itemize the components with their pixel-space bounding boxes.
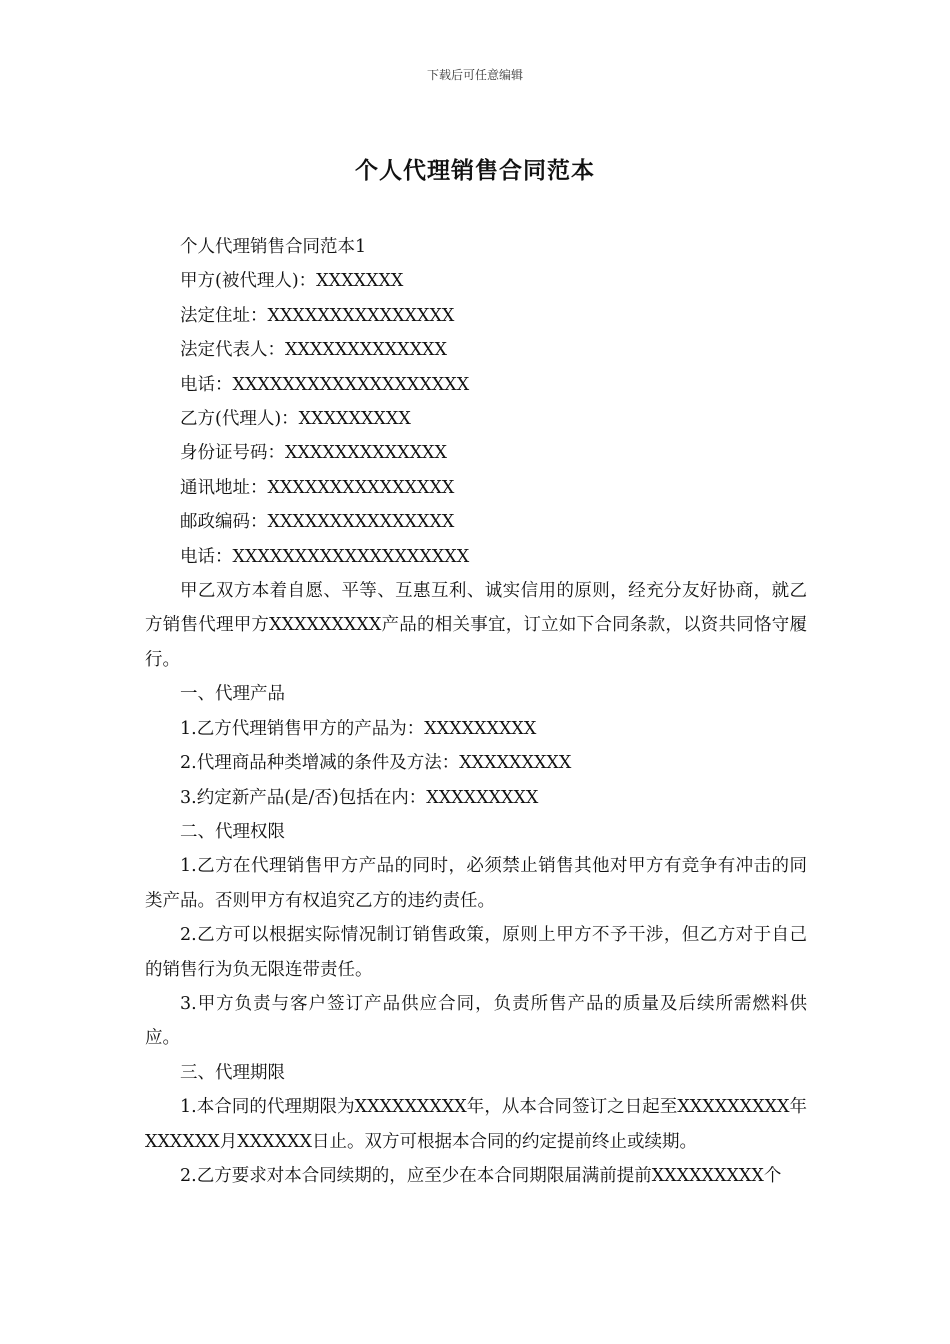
- clause-2-3: 3.甲方负责与客户签订产品供应合同，负责所售产品的质量及后续所需燃料供应。: [145, 993, 807, 1049]
- paragraph-party-b-postcode: 邮政编码：XXXXXXXXXXXXXXX: [180, 512, 455, 533]
- clause-1-3: 3.约定新产品(是/否)包括在内：XXXXXXXXX: [180, 787, 539, 808]
- section-heading-products: 一、代理产品: [180, 684, 285, 705]
- document-title: 个人代理销售合同范本: [355, 158, 595, 184]
- paragraph-party-b-id: 身份证号码：XXXXXXXXXXXXX: [180, 443, 447, 464]
- paragraph-contract-number: 个人代理销售合同范本1: [180, 237, 367, 257]
- clause-2-2: 2.乙方可以根据实际情况制订销售政策，原则上甲方不予干涉，但乙方对于自己的销售行为负无限连带责任。: [145, 925, 807, 980]
- clause-1-2: 2.代理商品种类增减的条件及方法：XXXXXXXXX: [180, 753, 572, 774]
- clause-3-1: 1.本合同的代理期限为XXXXXXXXX年，从本合同签订之日起至XXXXXXXXX年XXXXXX月XXXXXX日止。双方可根据本合同的约定提前终止或续期。: [145, 1097, 807, 1152]
- document-body: [145, 230, 807, 1193]
- paragraph-party-a: 甲方(被代理人)：XXXXXXX: [180, 271, 404, 292]
- clause-1-1: 1.乙方代理销售甲方的产品为：XXXXXXXXX: [180, 718, 537, 739]
- section-heading-authority: 二、代理权限: [180, 821, 285, 842]
- clause-3-2: 2.乙方要求对本合同续期的，应至少在本合同期限届满前提前XXXXXXXXX个: [180, 1165, 782, 1186]
- paragraph-party-a-phone: 电话：XXXXXXXXXXXXXXXXXXX: [180, 374, 470, 395]
- section-heading-term: 三、代理期限: [180, 1062, 285, 1083]
- header-note: 下载后可任意编辑: [426, 68, 523, 82]
- clause-2-1: 1.乙方在代理销售甲方产品的同时，必须禁止销售其他对甲方有竞争有冲击的同类产品。否则甲方有权追究乙方的违约责任。: [145, 856, 807, 911]
- paragraph-party-a-address: 法定住址：XXXXXXXXXXXXXXX: [180, 305, 455, 326]
- paragraph-party-b-address: 通讯地址：XXXXXXXXXXXXXXX: [180, 477, 455, 498]
- paragraph-party-a-representative: 法定代表人：XXXXXXXXXXXXX: [180, 340, 447, 361]
- paragraph-party-b: 乙方(代理人)：XXXXXXXXX: [180, 409, 411, 430]
- paragraph-party-b-phone: 电话：XXXXXXXXXXXXXXXXXXX: [180, 546, 470, 567]
- paragraph-preamble: 甲乙双方本着自愿、平等、互惠互利、诚实信用的原则，经充分友好协商，就乙方销售代理甲方XXXXXXXXX产品的相关事宜，订立如下合同条款，以资共同恪守履行。: [145, 581, 807, 670]
